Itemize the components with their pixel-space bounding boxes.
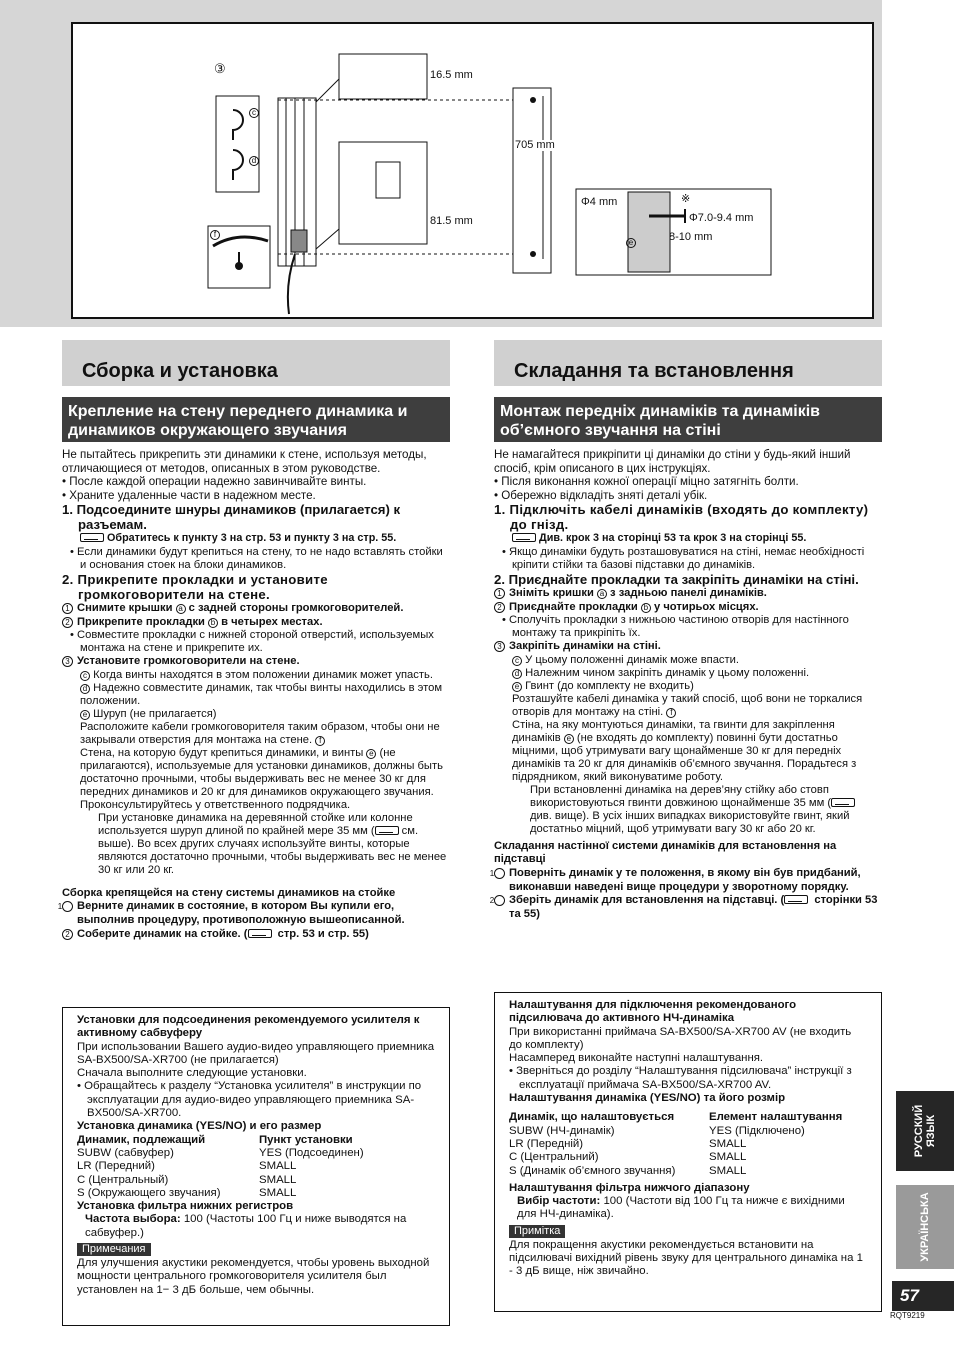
dim-top-label: 16.5 mm <box>430 69 473 81</box>
wall-strength-note: Стіна, на яку монтуються динаміки, та гвинти для закріплення динаміків e (не входять до комплекту) повинні бути достатньо міцними, щоб утримувати вагу щонайменше 30 кг для передніх динаміків та 20 кг для динаміків об’ємного звучання. Порадьтеся з підрядником, який виконуватиме роботу. <box>512 718 857 783</box>
stand-step-2: 2 Зберіть динамік для встановлення на підставці. ( сторінки 53 та 55) <box>489 894 878 920</box>
language-tab-ukrainian[interactable]: УКРАЇНСЬКА <box>896 1185 954 1269</box>
box-title: Установки для подсоединения рекомендуемого усилителя к активному сабвуферу <box>77 1014 420 1040</box>
speaker-setting-heading: Установка динамика (YES/NO) и его размер <box>77 1120 322 1133</box>
table-row: C (Центральний) SMALL <box>509 1151 747 1164</box>
reference-icon <box>512 533 536 542</box>
amplifier-settings-box-ru <box>62 1007 450 1326</box>
step-number-label: ③ <box>214 61 226 76</box>
reference-icon <box>80 533 104 542</box>
box-text: Сначала выполните следующие установки. <box>77 1067 307 1080</box>
cable-note: Розташуйте кабелі динаміка у такий спосіб, щоб вони не торкалися отворів для монтажу на стіні. f <box>512 692 863 718</box>
note-c: c У цьому положенні динамік може впасти. <box>494 654 882 667</box>
cable-note: Расположите кабели громкоговорителя таким образом, чтобы они не закрывали отверстия для монтажа на стене. f <box>80 720 440 746</box>
table-header: Динамик, подлежащий Пункт установки <box>77 1133 353 1146</box>
speaker-setting-heading: Налаштування динаміка (YES/NO) та його розмір <box>509 1092 786 1105</box>
label-f: f <box>210 230 220 240</box>
note-text: Для улучшения акустики рекомендуется, чтобы уровень выходной мощности центрального громкоговорителя усилителя был установлен на 1− 3 дБ больше, чем обычны. <box>77 1257 430 1296</box>
box-text: Насамперед виконайте наступні налаштування. <box>509 1052 764 1065</box>
intro-bullet: • Обережно відкладіть зняті деталі убік. <box>494 488 708 502</box>
installation-figure <box>71 22 874 319</box>
substep-1: 1 Зніміть кришки a з задньою панелі динаміків. <box>494 587 882 601</box>
box-text: При использовании Вашего аудио-видео управляющего приемника SA-BX500/SA-XR700 (не прилагается) <box>77 1040 435 1066</box>
substep-2-note: • Сполучіть прокладки з нижньою частиною отворів для настінного монтажу та прикріпіть їх. <box>502 614 849 640</box>
stand-heading: Складання настінної системи динаміків для встановлення на підставці <box>494 839 837 866</box>
box-text: При використанні приймача SA-BX500/SA-XR700 AV (не входить до комплекту) <box>509 1025 852 1051</box>
reference-icon <box>248 929 272 938</box>
reference-icon <box>784 895 808 904</box>
reference-icon <box>375 826 399 835</box>
box-title: Налаштування для підключення рекомендованого підсилювача до активного НЧ-динаміка <box>509 999 797 1025</box>
box-bullet: • Обращайтесь к разделу “Установка усилителя” в инструкции по эксплуатации для аудио-видео управляющего приемника SA-BX500/SA-XR700. <box>77 1080 422 1120</box>
document-code: RQT9219 <box>890 1311 925 1320</box>
note-c: c Когда винты находятся в этом положении динамик может упасть. <box>62 669 450 682</box>
russian-column <box>57 340 450 941</box>
wall-strength-note: Стена, на которую будут крепиться динамики, и винты e (не прилагаются), используемые для установки динамиков, должны быть достаточно прочными, чтобы выдерживать вес не менее 30 кг для передних динамиков и 20 кг для динамиков окружающего звучания. Проконсультируйтесь у ответственного подрядчика. <box>80 746 443 811</box>
filter-heading: Установка фильтра нижних регистров <box>77 1200 294 1213</box>
step-1-note: • Якщо динаміки будуть розташовуватися на стіні, немає необхідності кріпити стійки та базові підставки до динаміків. <box>502 545 865 571</box>
note-d: d Належним чином закріпіть динамік у цьому положенні. <box>494 667 882 680</box>
filter-frequency: Частота выбора: 100 (Частоты 100 Гц и ниже выводятся на сабвуфер.) <box>85 1213 407 1239</box>
step-1-note: • Если динамики будут крепиться на стену, то не надо вставлять стойки и основания стоек на блоки динамиков. <box>70 545 443 571</box>
reference-note: Обратитесь к пункту 3 на стр. 53 и пункту 3 на стр. 55. <box>62 532 450 546</box>
dim-head-label: Φ7.0-9.4 mm <box>689 212 754 224</box>
substep-1: 1 Снимите крышки a с задней стороны громкоговорителей. <box>62 602 450 616</box>
stand-step-1: 1 Поверніть динамік у те положення, в якому він був придбаний, виконавши наведені вище процедури у зворотному порядку. <box>489 866 861 893</box>
note-e: e Шуруп (не прилагается) <box>62 708 450 721</box>
page-title-uk: Складання та встановлення <box>494 340 882 386</box>
step-2: 2. Приєднайте прокладки та закріпіть динаміки на стіні. <box>494 571 859 587</box>
note-d: d Надежно совместите динамик, так чтобы винты находились в этом положении. <box>80 681 443 707</box>
note-text: Для покращення акустики рекомендується встановити на підсилювачі вихідний рівень звуку для центрального динаміка на 1 - 3 дБ вище, ніж звичайно. <box>509 1238 863 1278</box>
ukrainian-column <box>489 340 882 921</box>
dim-bottom-label: 81.5 mm <box>430 215 473 227</box>
substep-2-note: • Совместите прокладки с нижней стороной отверстий, используемых монтажа на стене и прикрепите их. <box>70 629 434 655</box>
note-label: Примечания <box>77 1243 151 1256</box>
stand-step-2: 2 Соберите динамик на стойке. ( стр. 53 и стр. 55) <box>62 928 450 942</box>
section-heading-uk: Монтаж передніх динаміків та динаміків об’ємного звучання на стіні <box>494 397 882 442</box>
substep-3: 3 Установите громкоговорители на стене. <box>62 655 450 669</box>
dim-height-label: 705 mm <box>515 139 555 151</box>
section-heading-ru: Крепление на стену переднего динамика и динамиков окружающего звучания <box>62 397 450 442</box>
step-1: 1. Подсоедините шнуры динамиков (прилагается) к разъемам. <box>62 502 401 533</box>
label-c: c <box>249 108 259 118</box>
box-bullet: • Зверніться до розділу “Налаштування підсилювача” інструкції з експлуатації приймача SA-BX500/SA-XR700 AV. <box>509 1065 852 1091</box>
intro-text: Не намагайтеся прикріпити ці динаміки до стіни у будь-який інший спосіб, крім описаного в цих інструкціях. <box>494 448 851 475</box>
step-1: 1. Підключіть кабелі динаміків (входять до комплекту) до гнізд. <box>494 502 869 533</box>
table-row: SUBW (сабвуфер) YES (Подсоединен) <box>77 1146 364 1159</box>
stand-step-1: 1 Верните динамик в состояние, в котором Вы купили его, выполнив процедуру, противоположную вышеописанной. <box>57 900 405 926</box>
label-d: d <box>249 156 259 166</box>
substep-2: 2 Прикрепите прокладки b в четырех местах. <box>62 616 450 630</box>
substep-2: 2 Приєднайте прокладки b у чотирьох місцях. <box>494 601 882 615</box>
wood-post-note: При установке динамика на деревянной стойке или колонне используется шуруп длиной по крайней мере 35 мм ( см. выше). Во всех других случаях используйте винты, которые являются достаточно прочными, чтобы выдерживать вес не менее 30 кг или 20 кг. <box>98 811 447 876</box>
stand-heading: Сборка крепящейся на стену системы динамиков на стойке <box>62 886 396 899</box>
table-row: S (Окружающего звучания) SMALL <box>77 1186 297 1199</box>
page-title-ru: Сборка и установка <box>62 340 450 386</box>
filter-heading: Налаштування фільтра нижчого діапазону <box>509 1181 750 1194</box>
filter-frequency: Вибір частоти: 100 (Частоти від 100 Гц та нижче є вихідними для НЧ-динаміка). <box>517 1195 845 1221</box>
substep-3: 3 Закріпіть динаміки на стіні. <box>494 640 882 654</box>
wood-post-note: При встановленні динаміка на дерев’яну стійку або стовп використовуються гвинти довжиною щонайменше 35 мм ( див. вище). В усіх інших випадках використовуйте гвинт, який достатньо міцний, щоб утримувати вагу 30 кг або 20 кг. <box>494 784 882 836</box>
language-tab-russian[interactable]: РУССКИЙ ЯЗЫК <box>896 1091 954 1171</box>
table-row: LR (Передній) SMALL <box>509 1137 747 1150</box>
table-row: LR (Передний) SMALL <box>77 1160 297 1173</box>
dim-hole-label: Φ4 mm <box>581 196 618 208</box>
table-row: C (Центральный) SMALL <box>77 1173 297 1186</box>
content-ru <box>57 448 450 941</box>
dim-protrude-label: 8-10 mm <box>669 231 713 243</box>
intro-bullet: • После каждой операции надежно завинчивайте винты. <box>62 475 367 489</box>
label-e: e <box>626 238 636 248</box>
intro-bullet: • Храните удаленные части в надежном месте. <box>62 488 316 502</box>
table-header: Динамік, що налаштовується Елемент налаштування <box>509 1111 843 1124</box>
reference-icon <box>831 798 855 807</box>
content-uk <box>489 448 882 921</box>
amplifier-settings-box-uk <box>494 992 882 1312</box>
intro-text: Не пытайтесь прикрепить эти динамики к стене, используя методы, отличающиеся от методов, описанных в этом руководстве. <box>62 448 427 475</box>
wall-mount-diagram <box>73 24 872 317</box>
note-label: Примітка <box>509 1225 565 1238</box>
table-row: S (Динамік об’ємного звучання) SMALL <box>509 1164 747 1177</box>
note-e: e Гвинт (до комплекту не входить) <box>494 680 882 693</box>
table-row: SUBW (НЧ-динамік) YES (Підключено) <box>509 1124 805 1137</box>
intro-bullet: • Після виконання кожної операції міцно затягніть болти. <box>494 475 799 489</box>
step-2: 2. Прикрепите прокладки и установите громкоговорители на стене. <box>62 571 328 602</box>
page-number: 57 <box>892 1281 954 1311</box>
reference-note: Див. крок 3 на сторінці 53 та крок 3 на сторінці 55. <box>494 532 882 546</box>
mark-label: ※ <box>681 193 691 205</box>
